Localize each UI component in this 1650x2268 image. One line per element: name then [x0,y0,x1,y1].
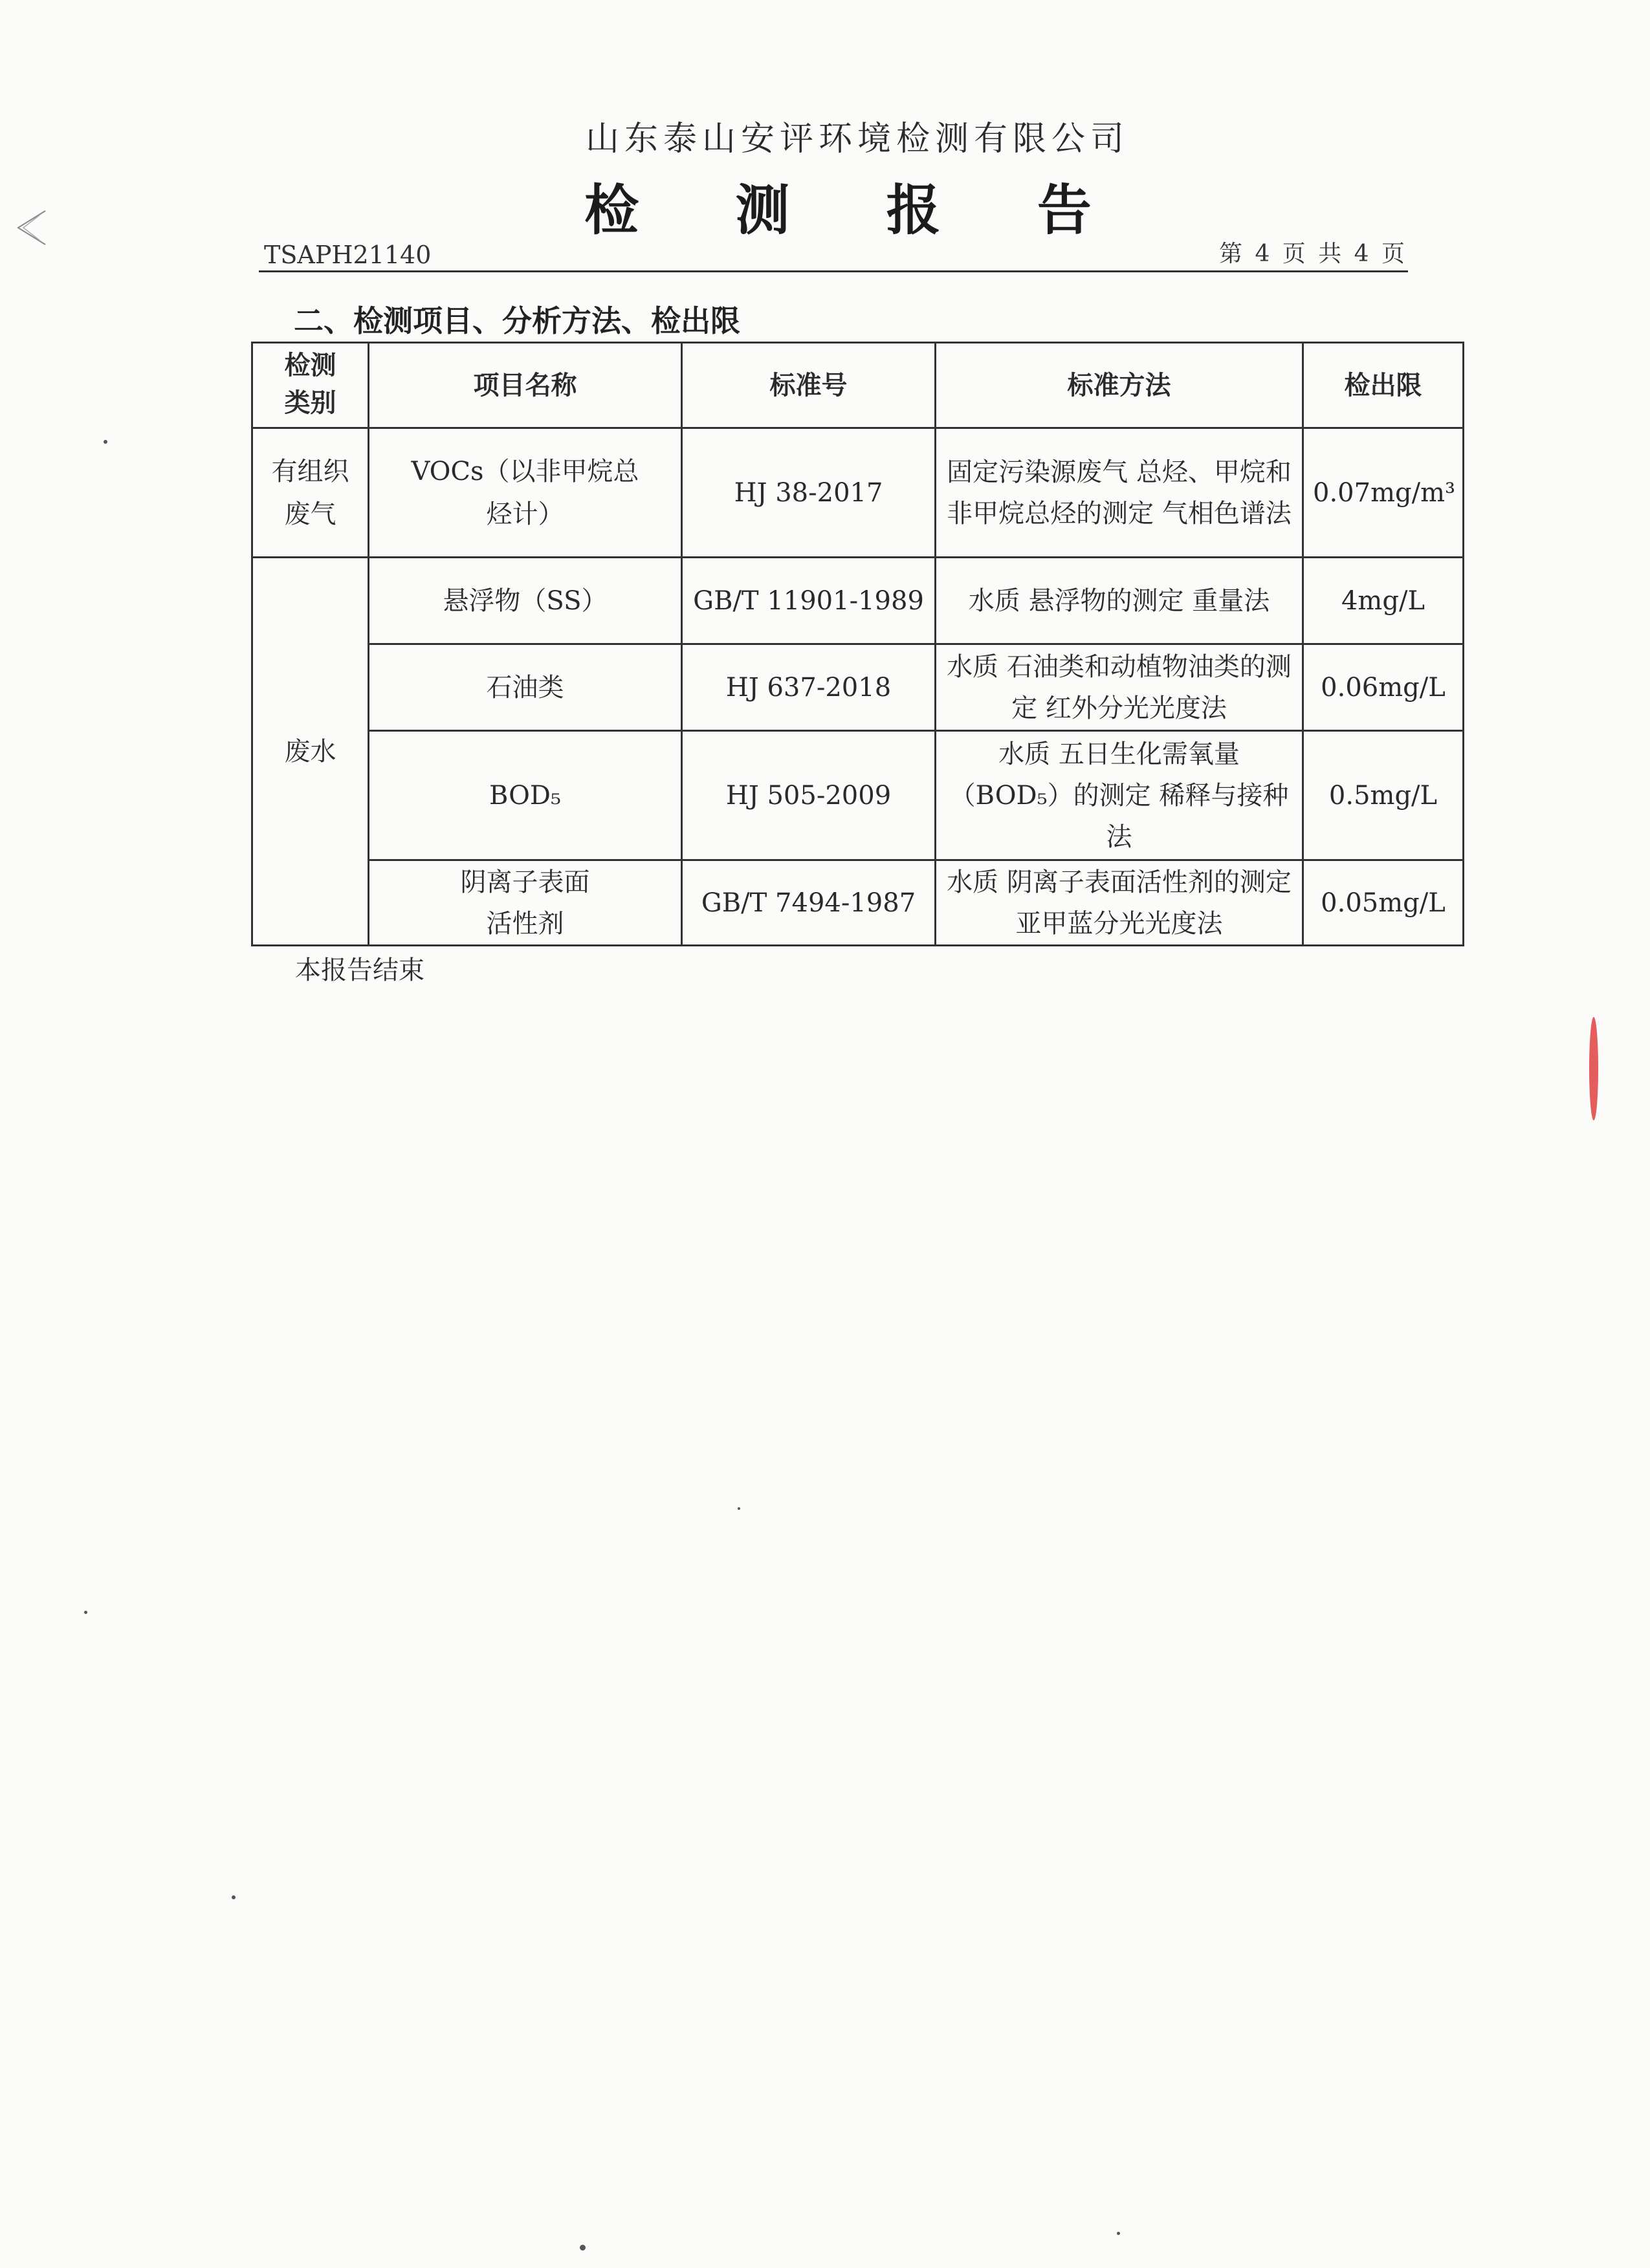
standard-no-cell: GB/T 11901-1989 [682,558,936,644]
scan-speck [104,440,107,444]
standard-no-cell: GB/T 7494-1987 [682,860,936,946]
scan-speck [1117,2232,1120,2235]
scan-speck [738,1507,740,1510]
header-category: 检测类别 [252,343,369,428]
table-row [252,558,1464,644]
limit-cell: 0.06mg/L [1303,644,1464,731]
limit-cell: 4mg/L [1303,558,1464,644]
item-cell: VOCs（以非甲烷总烃计） [369,428,682,558]
category-cell: 有组织废气 [252,428,369,558]
method-cell: 水质 阴离子表面活性剂的测定 亚甲蓝分光光度法 [936,860,1303,946]
item-cell: 阴离子表面活性剂 [369,860,682,946]
standard-no-cell: HJ 505-2009 [682,731,936,860]
standard-no-cell: HJ 38-2017 [682,428,936,558]
table-row [252,731,1464,860]
detection-table [251,342,1464,946]
limit-cell: 0.5mg/L [1303,731,1464,860]
item-cell: BOD₅ [369,731,682,860]
end-note: 本报告结束 [295,955,424,985]
header-method: 标准方法 [936,343,1303,428]
scan-speck [580,2245,586,2251]
table-row [252,644,1464,731]
method-cell: 水质 悬浮物的测定 重量法 [936,558,1303,644]
header-standard-no: 标准号 [682,343,936,428]
table-header-row [252,343,1464,428]
seal-edge-mark [1589,1017,1598,1120]
item-cell: 石油类 [369,644,682,731]
category-cell: 废水 [252,558,369,946]
scan-speck [84,1611,87,1614]
limit-cell: 0.05mg/L [1303,860,1464,946]
standard-no-cell: HJ 637-2018 [682,644,936,731]
table-row [252,860,1464,946]
header-limit: 检出限 [1303,343,1464,428]
scan-speck [232,1895,236,1899]
header-item: 项目名称 [369,343,682,428]
table-row [252,428,1464,558]
page-info: 第 4 页 共 4 页 [1219,241,1408,267]
item-cell: 悬浮物（SS） [369,558,682,644]
report-number: TSAPH21140 [264,241,432,269]
company-name: 山东泰山安评环境检测有限公司 [585,120,1129,158]
method-cell: 固定污染源废气 总烃、甲烷和非甲烷总烃的测定 气相色谱法 [936,428,1303,558]
section-title: 二、检测项目、分析方法、检出限 [294,303,740,338]
method-cell: 水质 石油类和动植物油类的测定 红外分光光度法 [936,644,1303,731]
limit-cell: 0.07mg/m³ [1303,428,1464,558]
report-title: 检 测 报 告 [584,178,1130,242]
method-cell: 水质 五日生化需氧量（BOD₅）的测定 稀释与接种法 [936,731,1303,860]
header-divider [259,270,1408,272]
